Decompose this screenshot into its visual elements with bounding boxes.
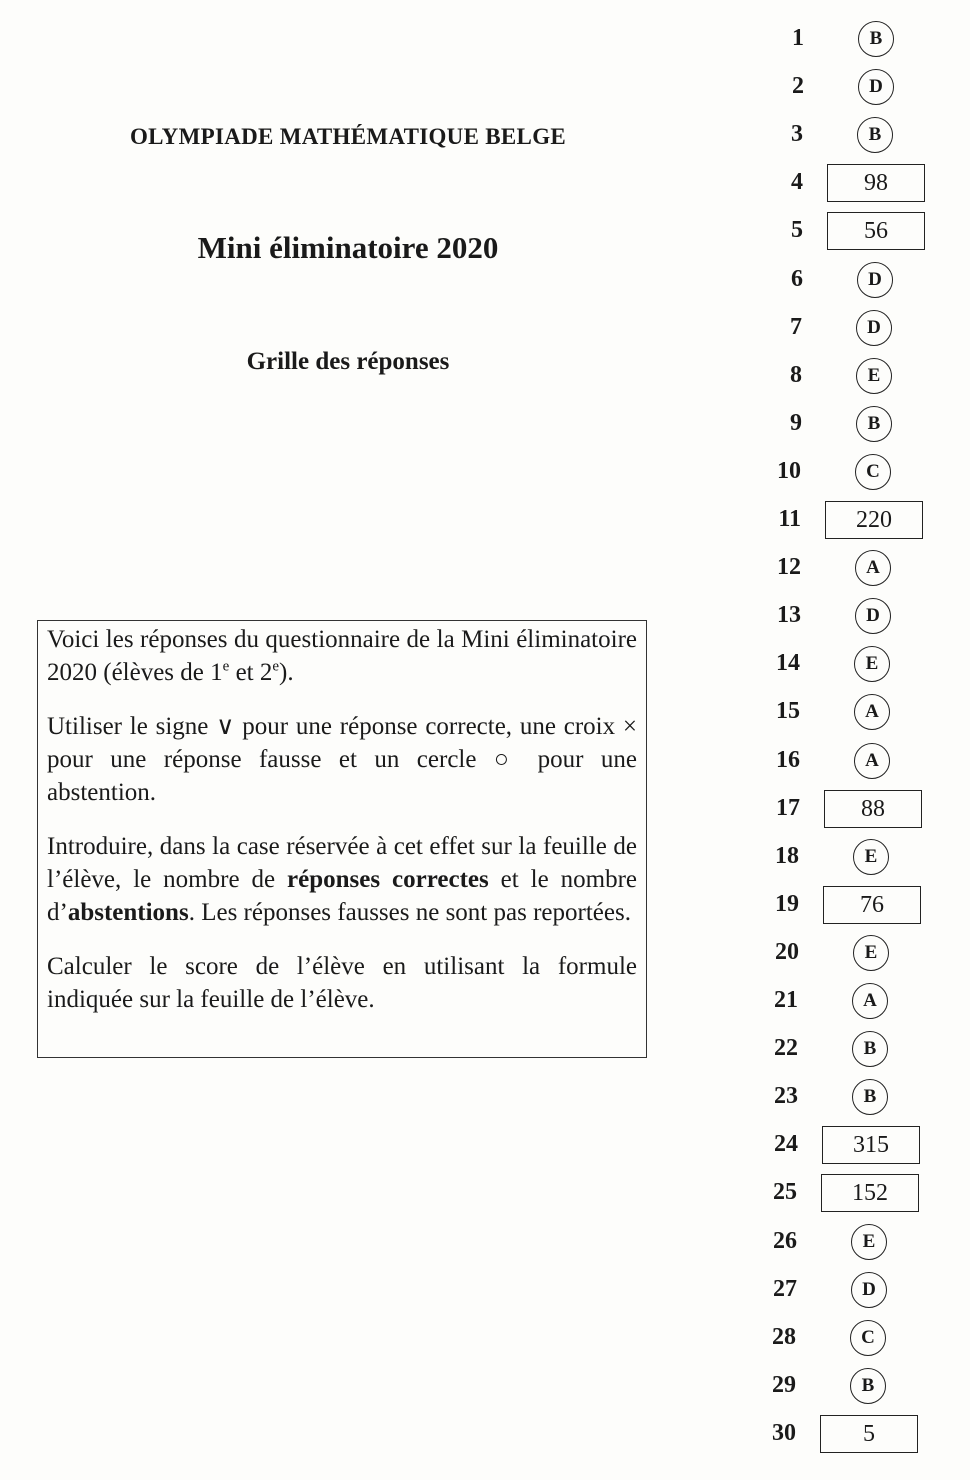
- answer-row: [760, 981, 940, 1021]
- answer-row: [760, 163, 940, 203]
- circled-answer: D: [856, 310, 892, 346]
- question-number: 30: [772, 1419, 796, 1446]
- circled-answer: B: [852, 1031, 888, 1067]
- circled-answer: A: [855, 550, 891, 586]
- boxed-answer: 5: [820, 1415, 918, 1453]
- answer-row: [760, 115, 940, 155]
- circled-answer: D: [851, 1272, 887, 1308]
- instructions-paragraph-3: [47, 830, 637, 929]
- page-subtitle: Grille des réponses: [246, 348, 450, 375]
- circled-answer: B: [858, 21, 894, 57]
- circled-answer: E: [853, 839, 889, 875]
- question-number: 7: [790, 313, 802, 340]
- answer-row: [760, 1029, 940, 1069]
- question-number: 27: [773, 1275, 797, 1302]
- question-number: 8: [790, 361, 802, 388]
- question-number: 10: [777, 457, 801, 484]
- text: et 2: [229, 659, 273, 686]
- answer-row: [760, 789, 940, 829]
- instructions-paragraph-1: [47, 623, 637, 689]
- question-number: 2: [792, 73, 804, 100]
- answer-row: [760, 692, 940, 732]
- text: ).: [279, 659, 294, 686]
- boxed-answer: 56: [827, 212, 925, 250]
- circled-answer: E: [854, 646, 890, 682]
- boxed-answer: 220: [825, 501, 923, 539]
- instructions-paragraph-2: Utiliser le signe ∨ pour une réponse correcte, une croix × pour une réponse fausse et un cercle ○ pour une abstention.: [47, 713, 637, 806]
- circled-answer: A: [854, 694, 890, 730]
- circled-answer: A: [854, 743, 890, 779]
- answer-row: [760, 19, 940, 59]
- question-number: 29: [772, 1371, 796, 1398]
- answer-row: [760, 211, 940, 251]
- text: Voici les réponses du questionnaire de la Mini éliminatoire 2020 (élèves de 1: [47, 626, 637, 686]
- answer-row: [760, 308, 940, 348]
- text: . Les réponses fausses ne sont pas reportées.: [188, 899, 631, 926]
- circled-answer: A: [852, 983, 888, 1019]
- answer-row: [760, 1125, 940, 1165]
- answer-row: [760, 1077, 940, 1117]
- page-title: Mini éliminatoire 2020: [197, 230, 499, 265]
- question-number: 15: [776, 698, 800, 725]
- answer-row: [760, 1222, 940, 1262]
- instructions-box: [37, 620, 647, 1058]
- circled-answer: B: [857, 117, 893, 153]
- organization-heading: OLYMPIADE MATHÉMATIQUE BELGE: [129, 124, 567, 149]
- question-number: 26: [773, 1227, 797, 1254]
- text: Introduire, dans la case réservée à cet effet sur la feuille de l’élève, le nombre de: [47, 833, 637, 893]
- question-number: 28: [772, 1323, 796, 1350]
- answer-row: [760, 500, 940, 540]
- question-number: 14: [776, 650, 800, 677]
- question-number: 1: [792, 25, 804, 51]
- question-number: 21: [774, 987, 798, 1013]
- answer-row: [760, 1318, 940, 1358]
- boxed-answer: 98: [827, 164, 925, 202]
- question-number: 24: [774, 1131, 798, 1158]
- circled-answer: B: [852, 1079, 888, 1115]
- question-number: 23: [774, 1083, 798, 1110]
- question-number: 17: [776, 794, 800, 821]
- answer-row: [760, 452, 940, 492]
- instructions-paragraph-4: Calculer le score de l’élève en utilisant la formule indiquée sur la feuille de l’élève.: [47, 953, 637, 1013]
- answer-row: [760, 1414, 940, 1454]
- question-number: 11: [778, 506, 801, 532]
- question-number: 25: [773, 1179, 797, 1206]
- answer-row: [760, 644, 940, 684]
- question-number: 5: [791, 217, 803, 244]
- superscript: e: [222, 658, 230, 675]
- question-number: 18: [775, 842, 799, 869]
- circled-answer: D: [858, 69, 894, 105]
- bold-text: réponses correctes: [287, 866, 489, 893]
- circled-answer: C: [850, 1320, 886, 1356]
- answer-row: [760, 1173, 940, 1213]
- bold-text: abstentions: [67, 899, 189, 926]
- answer-row: [760, 741, 940, 781]
- answer-row: [760, 933, 940, 973]
- question-number: 4: [791, 169, 803, 196]
- circled-answer: B: [850, 1368, 886, 1404]
- question-number: 6: [791, 265, 803, 292]
- answer-row: [760, 260, 940, 300]
- boxed-answer: 152: [821, 1174, 919, 1212]
- circled-answer: E: [856, 358, 892, 394]
- question-number: 20: [775, 938, 799, 965]
- answer-row: [760, 356, 940, 396]
- circled-answer: B: [856, 406, 892, 442]
- circled-answer: D: [855, 598, 891, 634]
- text: et le nombre d’: [47, 866, 638, 926]
- circled-answer: E: [853, 935, 889, 971]
- answer-row: [760, 404, 940, 444]
- question-number: 9: [790, 409, 802, 436]
- boxed-answer: 315: [822, 1126, 920, 1164]
- circled-answer: D: [857, 262, 893, 298]
- answer-row: [760, 67, 940, 107]
- question-number: 22: [774, 1035, 798, 1062]
- circled-answer: C: [855, 454, 891, 490]
- question-number: 3: [791, 121, 803, 148]
- answer-row: [760, 1270, 940, 1310]
- boxed-answer: 76: [823, 886, 921, 924]
- circled-answer: E: [851, 1224, 887, 1260]
- boxed-answer: 88: [824, 790, 922, 828]
- answer-row: [760, 837, 940, 877]
- question-number: 19: [775, 890, 799, 917]
- answer-row: [760, 548, 940, 588]
- question-number: 13: [777, 602, 801, 629]
- question-number: 16: [776, 746, 800, 773]
- answer-row: [760, 596, 940, 636]
- question-number: 12: [777, 554, 801, 581]
- answer-row: [760, 1366, 940, 1406]
- answer-row: [760, 885, 940, 925]
- superscript: e: [272, 658, 280, 675]
